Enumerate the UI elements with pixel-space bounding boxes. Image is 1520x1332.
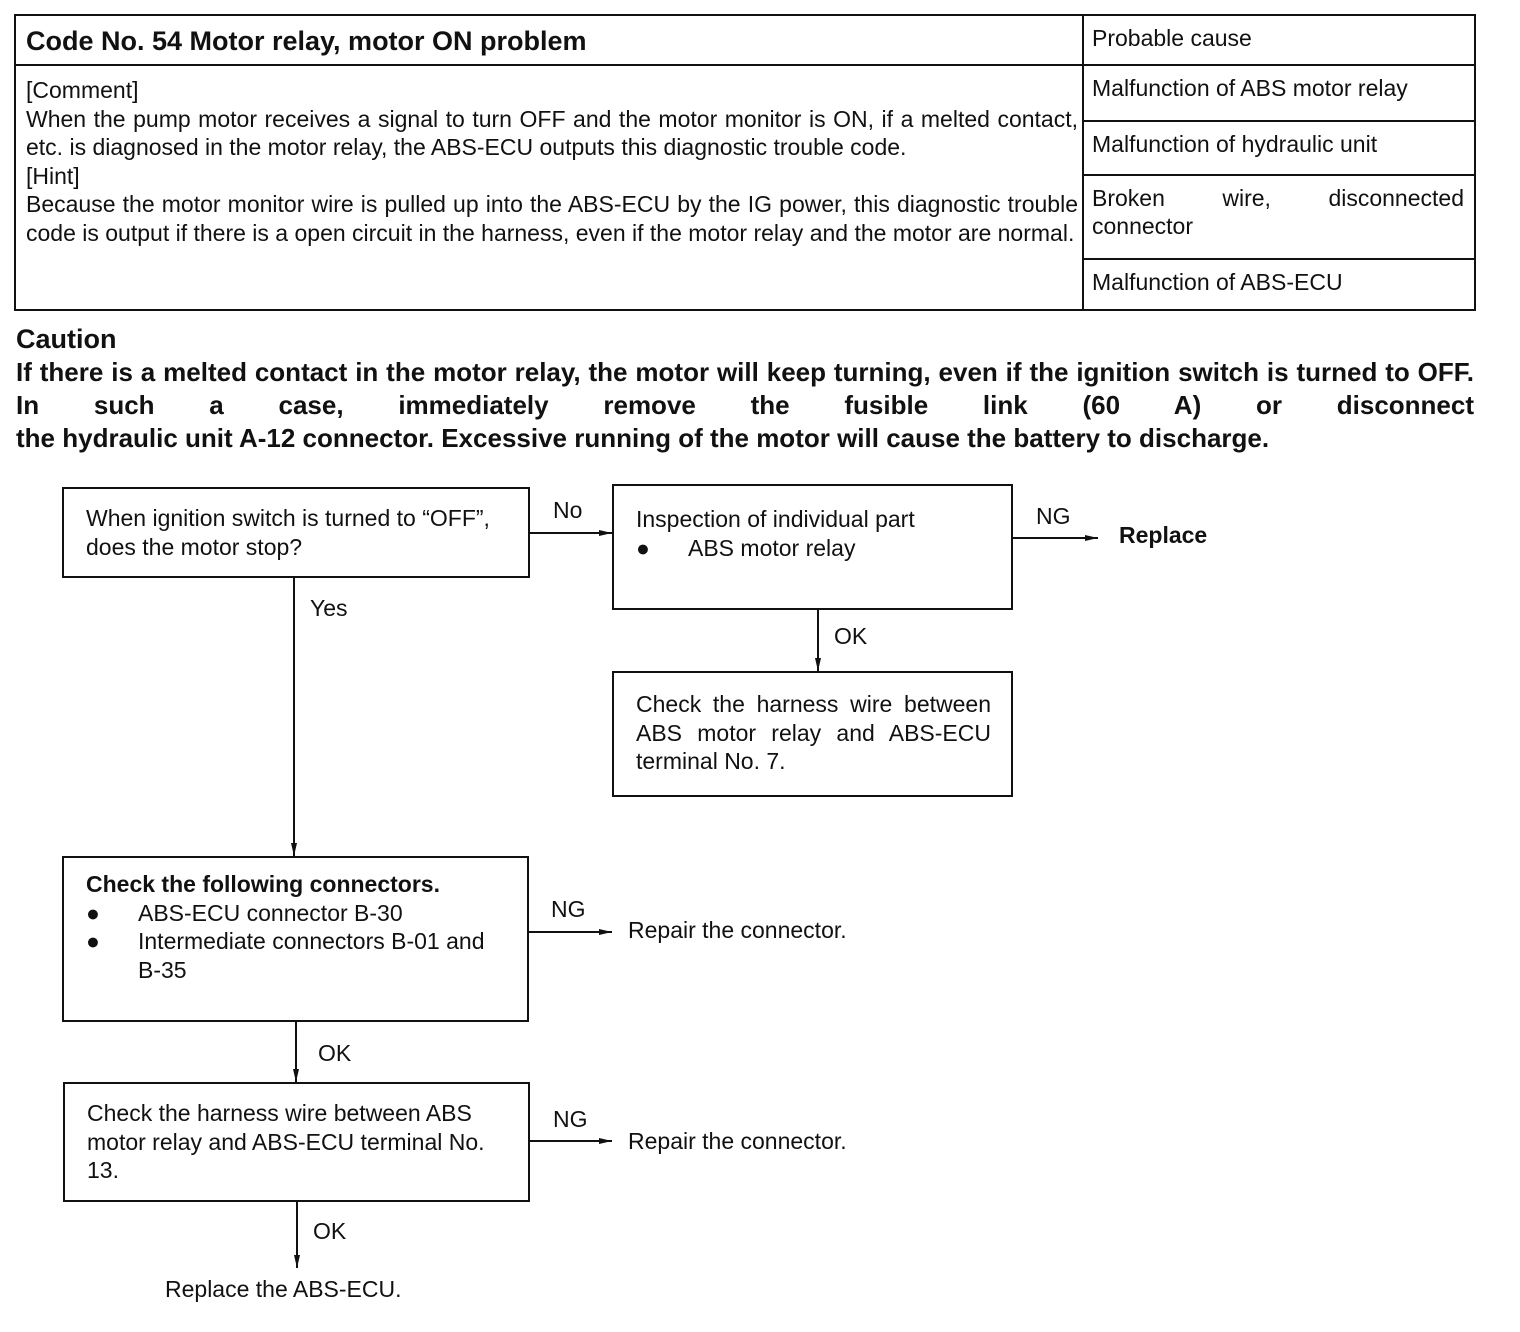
cause-item: Malfunction of ABS motor relay [1084, 66, 1474, 122]
caution-title: Caution [16, 324, 117, 354]
caution-line: the hydraulic unit A-12 connector. Excessive running of the motor will cause the battery to discharge. [16, 423, 1270, 453]
comment-text: When the pump motor receives a signal to turn OFF and the motor monitor is ON, if a melted contact, etc. is diagnosed in the motor relay, the ABS-ECU outputs this diagnostic trouble code. [26, 105, 1078, 160]
hint-text: Because the motor monitor wire is pulled up into the ABS-ECU by the IG power, this diagnostic trouble code is output if there is a open circuit in the harness, even if the motor relay and the motor are normal. [26, 191, 1078, 246]
ok-label: OK [834, 623, 868, 649]
code-title: Code No. 54 Motor relay, motor ON problem [16, 16, 1082, 66]
final-result: Replace the ABS-ECU. [165, 1276, 402, 1302]
cause-item: Malfunction of hydraulic unit [1084, 122, 1474, 176]
question-box [62, 487, 530, 578]
ok-label: OK [318, 1040, 352, 1066]
no-label: No [553, 497, 583, 523]
connector-item [86, 899, 499, 928]
comment-label: [Comment] [26, 77, 139, 103]
connector-item-text: Intermediate connectors B-01 and B-35 [138, 928, 485, 983]
probable-cause-header: Probable cause [1084, 16, 1474, 66]
cause-item: Malfunction of ABS-ECU [1092, 269, 1343, 295]
question-text: When ignition switch is turned to “OFF”, does the motor stop? [86, 505, 490, 560]
bullet-icon: ● [86, 928, 100, 954]
connectors-box [62, 856, 529, 1022]
inspection-box [612, 484, 1013, 610]
harness7-text: Check the harness wire between ABS motor relay and ABS-ECU terminal No. 7. [636, 691, 991, 774]
connector-item [86, 927, 499, 984]
bullet-icon: ● [636, 534, 650, 561]
caution-line: switch is turned to OFF. In such a case, immediately remove the fusible link (60 A) or disconnect [16, 357, 1474, 420]
repair-result: Repair the connector. [628, 917, 847, 943]
ng-label: NG [553, 1106, 588, 1132]
harness13-text: Check the harness wire between ABS motor relay and ABS-ECU terminal No. 13. [87, 1100, 485, 1183]
repair-result: Repair the connector. [628, 1128, 847, 1154]
harness13-box [63, 1082, 530, 1202]
replace-result: Replace [1119, 522, 1208, 548]
inspection-item [636, 534, 1001, 563]
yes-label: Yes [310, 595, 348, 621]
bullet-icon: ● [86, 899, 100, 926]
cause-item: Broken wire, disconnected connector [1084, 176, 1474, 260]
ok-label: OK [313, 1218, 347, 1244]
ng-label: NG [551, 896, 586, 922]
ng-label: NG [1036, 503, 1071, 529]
inspection-item-text: ABS motor relay [688, 534, 856, 561]
inspection-title: Inspection of individual part [636, 506, 915, 532]
caution-line: If there is a melted contact in the motor relay, the motor will keep turning, even if the ignition [16, 357, 1171, 387]
harness7-box [612, 671, 1013, 797]
hint-label: [Hint] [26, 162, 80, 189]
connectors-title: Check the following connectors. [86, 871, 440, 897]
connector-item-text: ABS-ECU connector B-30 [138, 899, 403, 926]
